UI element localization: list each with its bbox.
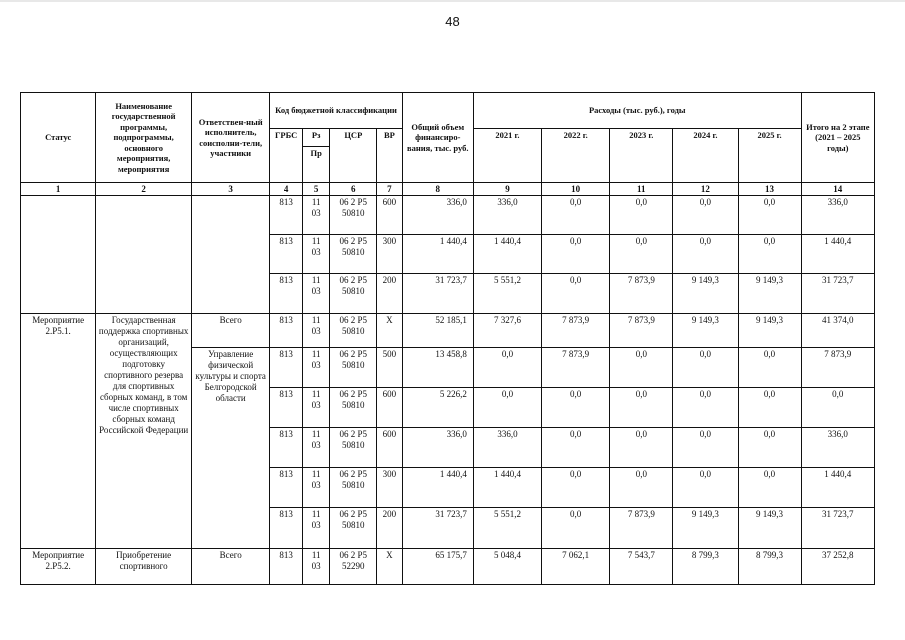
itogo-cell: 336,0 bbox=[801, 196, 874, 235]
y2021-cell: 7 327,6 bbox=[473, 314, 541, 348]
csr-part2: 52290 bbox=[342, 561, 365, 571]
rz-value: 11 bbox=[311, 429, 321, 439]
header-itogo: Итого на 2 этапе (2021 – 2025 годы) bbox=[801, 93, 874, 183]
total-cell: 1 440,4 bbox=[402, 468, 473, 508]
csr-part2: 50810 bbox=[342, 326, 365, 336]
col-number: 3 bbox=[191, 183, 269, 196]
status-cell-empty bbox=[21, 196, 96, 314]
pr-value: 03 bbox=[311, 440, 321, 450]
itogo-cell: 41 374,0 bbox=[801, 314, 874, 348]
pr-value: 03 bbox=[311, 520, 321, 530]
header-vr: ВР bbox=[377, 129, 402, 183]
y2022-cell: 0,0 bbox=[542, 196, 610, 235]
y2024-cell: 0,0 bbox=[673, 348, 738, 388]
csr-part2: 50810 bbox=[342, 400, 365, 410]
y2022-cell: 7 873,9 bbox=[542, 314, 610, 348]
y2021-cell: 1 440,4 bbox=[473, 235, 541, 274]
vr-cell: 200 bbox=[377, 508, 402, 549]
y2023-cell: 0,0 bbox=[610, 468, 673, 508]
grbs-cell: 813 bbox=[270, 274, 303, 314]
y2021-cell: 0,0 bbox=[473, 348, 541, 388]
pr-value: 03 bbox=[311, 208, 321, 218]
pr-value: 03 bbox=[311, 561, 321, 571]
total-cell: 65 175,7 bbox=[402, 549, 473, 585]
y2025-cell: 8 799,3 bbox=[738, 549, 801, 585]
rzpr-cell bbox=[302, 468, 329, 508]
rz-value: 11 bbox=[311, 389, 321, 399]
rzpr-cell bbox=[302, 274, 329, 314]
csr-part2: 50810 bbox=[342, 247, 365, 257]
y2024-cell: 0,0 bbox=[673, 235, 738, 274]
responsible-cell-empty bbox=[191, 196, 269, 314]
rzpr-cell bbox=[302, 235, 329, 274]
pr-value: 03 bbox=[311, 247, 321, 257]
rz-value: 11 bbox=[311, 197, 321, 207]
header-expenses: Расходы (тыс. руб.), годы bbox=[473, 93, 801, 129]
y2025-cell: 0,0 bbox=[738, 196, 801, 235]
col-number: 5 bbox=[302, 183, 329, 196]
rz-value: 11 bbox=[311, 275, 321, 285]
csr-part2: 50810 bbox=[342, 208, 365, 218]
rzpr-cell bbox=[302, 388, 329, 428]
grbs-cell: 813 bbox=[270, 388, 303, 428]
header-2024: 2024 г. bbox=[673, 129, 738, 183]
name-cell-empty bbox=[96, 196, 192, 314]
vr-cell: 600 bbox=[377, 388, 402, 428]
col-number: 9 bbox=[473, 183, 541, 196]
csr-part1: 06 2 Р5 bbox=[339, 469, 368, 479]
vr-cell: Х bbox=[377, 314, 402, 348]
page-number: 48 bbox=[445, 14, 460, 29]
y2023-cell: 0,0 bbox=[610, 388, 673, 428]
y2021-cell: 1 440,4 bbox=[473, 468, 541, 508]
header-name: Наименование государственной программы, подпрограммы, основного мероприятия, мероприятия bbox=[96, 93, 192, 183]
y2023-cell: 0,0 bbox=[610, 348, 673, 388]
vr-cell: 600 bbox=[377, 428, 402, 468]
csr-cell bbox=[330, 348, 377, 388]
total-cell: 31 723,7 bbox=[402, 274, 473, 314]
csr-cell bbox=[330, 274, 377, 314]
y2024-cell: 8 799,3 bbox=[673, 549, 738, 585]
rzpr-cell bbox=[302, 428, 329, 468]
csr-part2: 50810 bbox=[342, 286, 365, 296]
y2023-cell: 0,0 bbox=[610, 235, 673, 274]
table-row bbox=[21, 549, 875, 585]
csr-part2: 50810 bbox=[342, 480, 365, 490]
total-cell: 1 440,4 bbox=[402, 235, 473, 274]
total-cell: 336,0 bbox=[402, 428, 473, 468]
rz-value: 11 bbox=[311, 315, 321, 325]
total-cell: 5 226,2 bbox=[402, 388, 473, 428]
col-number: 12 bbox=[673, 183, 738, 196]
grbs-cell: 813 bbox=[270, 348, 303, 388]
csr-part1: 06 2 Р5 bbox=[339, 429, 368, 439]
itogo-cell: 31 723,7 bbox=[801, 274, 874, 314]
y2023-cell: 0,0 bbox=[610, 428, 673, 468]
col-number: 14 bbox=[801, 183, 874, 196]
csr-part1: 06 2 Р5 bbox=[339, 349, 368, 359]
y2025-cell: 0,0 bbox=[738, 235, 801, 274]
y2023-cell: 7 873,9 bbox=[610, 274, 673, 314]
grbs-cell: 813 bbox=[270, 196, 303, 235]
grbs-cell: 813 bbox=[270, 549, 303, 585]
y2025-cell: 0,0 bbox=[738, 348, 801, 388]
y2021-cell: 5 551,2 bbox=[473, 508, 541, 549]
csr-cell bbox=[330, 428, 377, 468]
y2022-cell: 0,0 bbox=[542, 274, 610, 314]
itogo-cell: 1 440,4 bbox=[801, 235, 874, 274]
rzpr-cell bbox=[302, 508, 329, 549]
status-cell: Мероприятие 2.Р5.1. bbox=[21, 314, 96, 549]
total-cell: 31 723,7 bbox=[402, 508, 473, 549]
y2021-cell: 336,0 bbox=[473, 196, 541, 235]
col-number: 13 bbox=[738, 183, 801, 196]
itogo-cell: 31 723,7 bbox=[801, 508, 874, 549]
y2023-cell: 7 873,9 bbox=[610, 508, 673, 549]
col-number: 6 bbox=[330, 183, 377, 196]
total-cell: 336,0 bbox=[402, 196, 473, 235]
csr-part1: 06 2 Р5 bbox=[339, 509, 368, 519]
header-rz: Рз bbox=[302, 129, 329, 147]
responsible-all-cell: Всего bbox=[191, 314, 269, 348]
y2022-cell: 7 873,9 bbox=[542, 348, 610, 388]
rz-value: 11 bbox=[311, 509, 321, 519]
y2021-cell: 5 048,4 bbox=[473, 549, 541, 585]
header-2023: 2023 г. bbox=[610, 129, 673, 183]
y2024-cell: 9 149,3 bbox=[673, 314, 738, 348]
itogo-cell: 37 252,8 bbox=[801, 549, 874, 585]
budget-table bbox=[20, 92, 875, 585]
y2025-cell: 0,0 bbox=[738, 428, 801, 468]
y2025-cell: 0,0 bbox=[738, 468, 801, 508]
csr-part2: 50810 bbox=[342, 440, 365, 450]
grbs-cell: 813 bbox=[270, 235, 303, 274]
itogo-cell: 0,0 bbox=[801, 388, 874, 428]
y2021-cell: 336,0 bbox=[473, 428, 541, 468]
csr-cell bbox=[330, 468, 377, 508]
y2025-cell: 9 149,3 bbox=[738, 314, 801, 348]
col-number: 11 bbox=[610, 183, 673, 196]
itogo-cell: 7 873,9 bbox=[801, 348, 874, 388]
csr-part1: 06 2 Р5 bbox=[339, 389, 368, 399]
header-budget-code: Код бюджетной классификации bbox=[270, 93, 402, 129]
header-grbs: ГРБС bbox=[270, 129, 303, 183]
pr-value: 03 bbox=[311, 286, 321, 296]
pr-value: 03 bbox=[311, 360, 321, 370]
event-name-cell: Государственная поддержка спортивных организаций, осуществляющих подготовку спортивного резерва для спортивных сборных команд, в том числе спортивных сборных команд Российской Федерации bbox=[96, 314, 192, 549]
column-number-row bbox=[21, 183, 875, 196]
y2023-cell: 7 873,9 bbox=[610, 314, 673, 348]
csr-part2: 50810 bbox=[342, 520, 365, 530]
y2022-cell: 0,0 bbox=[542, 468, 610, 508]
vr-cell: 300 bbox=[377, 235, 402, 274]
rz-value: 11 bbox=[311, 469, 321, 479]
rz-value: 11 bbox=[311, 236, 321, 246]
csr-cell bbox=[330, 235, 377, 274]
col-number: 8 bbox=[402, 183, 473, 196]
y2022-cell: 0,0 bbox=[542, 428, 610, 468]
grbs-cell: 813 bbox=[270, 314, 303, 348]
vr-cell: 300 bbox=[377, 468, 402, 508]
pr-value: 03 bbox=[311, 326, 321, 336]
y2022-cell: 0,0 bbox=[542, 508, 610, 549]
csr-cell bbox=[330, 549, 377, 585]
y2025-cell: 9 149,3 bbox=[738, 508, 801, 549]
y2021-cell: 5 551,2 bbox=[473, 274, 541, 314]
col-number: 10 bbox=[542, 183, 610, 196]
header-csr: ЦСР bbox=[330, 129, 377, 183]
col-number: 4 bbox=[270, 183, 303, 196]
y2025-cell: 9 149,3 bbox=[738, 274, 801, 314]
itogo-cell: 336,0 bbox=[801, 428, 874, 468]
y2024-cell: 9 149,3 bbox=[673, 508, 738, 549]
rz-value: 11 bbox=[311, 550, 321, 560]
vr-cell: 500 bbox=[377, 348, 402, 388]
csr-part1: 06 2 Р5 bbox=[339, 197, 368, 207]
header-total-volume: Общий объем финансиро-вания, тыс. руб. bbox=[402, 93, 473, 183]
y2023-cell: 7 543,7 bbox=[610, 549, 673, 585]
rzpr-cell bbox=[302, 314, 329, 348]
total-cell: 13 458,8 bbox=[402, 348, 473, 388]
budget-table-container bbox=[20, 92, 875, 585]
rzpr-cell bbox=[302, 196, 329, 235]
rzpr-cell bbox=[302, 348, 329, 388]
header-2025: 2025 г. bbox=[738, 129, 801, 183]
vr-cell: Х bbox=[377, 549, 402, 585]
event-name-cell: Приобретение спортивного bbox=[96, 549, 192, 585]
y2024-cell: 9 149,3 bbox=[673, 274, 738, 314]
header-pr: Пр bbox=[302, 147, 329, 183]
vr-cell: 600 bbox=[377, 196, 402, 235]
responsible-all-cell: Всего bbox=[191, 549, 269, 585]
responsible-org-cell: Управление физической культуры и спорта Белгородской области bbox=[191, 348, 269, 549]
csr-cell bbox=[330, 196, 377, 235]
csr-cell bbox=[330, 314, 377, 348]
csr-cell bbox=[330, 388, 377, 428]
csr-cell bbox=[330, 508, 377, 549]
y2022-cell: 0,0 bbox=[542, 235, 610, 274]
header-responsible: Ответствен-ный исполнитель, соисполни-тели, участники bbox=[191, 93, 269, 183]
grbs-cell: 813 bbox=[270, 468, 303, 508]
csr-part1: 06 2 Р5 bbox=[339, 315, 368, 325]
total-cell: 52 185,1 bbox=[402, 314, 473, 348]
y2025-cell: 0,0 bbox=[738, 388, 801, 428]
y2022-cell: 7 062,1 bbox=[542, 549, 610, 585]
pr-value: 03 bbox=[311, 400, 321, 410]
itogo-cell: 1 440,4 bbox=[801, 468, 874, 508]
grbs-cell: 813 bbox=[270, 508, 303, 549]
y2023-cell: 0,0 bbox=[610, 196, 673, 235]
csr-part1: 06 2 Р5 bbox=[339, 236, 368, 246]
header-2021: 2021 г. bbox=[473, 129, 541, 183]
csr-part1: 06 2 Р5 bbox=[339, 275, 368, 285]
rzpr-cell bbox=[302, 549, 329, 585]
csr-part1: 06 2 Р5 bbox=[339, 550, 368, 560]
y2024-cell: 0,0 bbox=[673, 468, 738, 508]
vr-cell: 200 bbox=[377, 274, 402, 314]
status-cell: Мероприятие 2.Р5.2. bbox=[21, 549, 96, 585]
header-2022: 2022 г. bbox=[542, 129, 610, 183]
col-number: 1 bbox=[21, 183, 96, 196]
y2024-cell: 0,0 bbox=[673, 196, 738, 235]
y2021-cell: 0,0 bbox=[473, 388, 541, 428]
y2022-cell: 0,0 bbox=[542, 388, 610, 428]
col-number: 2 bbox=[96, 183, 192, 196]
header-status: Статус bbox=[21, 93, 96, 183]
csr-part2: 50810 bbox=[342, 360, 365, 370]
table-row bbox=[21, 314, 875, 348]
table-row bbox=[21, 196, 875, 235]
y2024-cell: 0,0 bbox=[673, 388, 738, 428]
y2024-cell: 0,0 bbox=[673, 428, 738, 468]
rz-value: 11 bbox=[311, 349, 321, 359]
grbs-cell: 813 bbox=[270, 428, 303, 468]
col-number: 7 bbox=[377, 183, 402, 196]
pr-value: 03 bbox=[311, 480, 321, 490]
top-rule bbox=[0, 0, 905, 2]
